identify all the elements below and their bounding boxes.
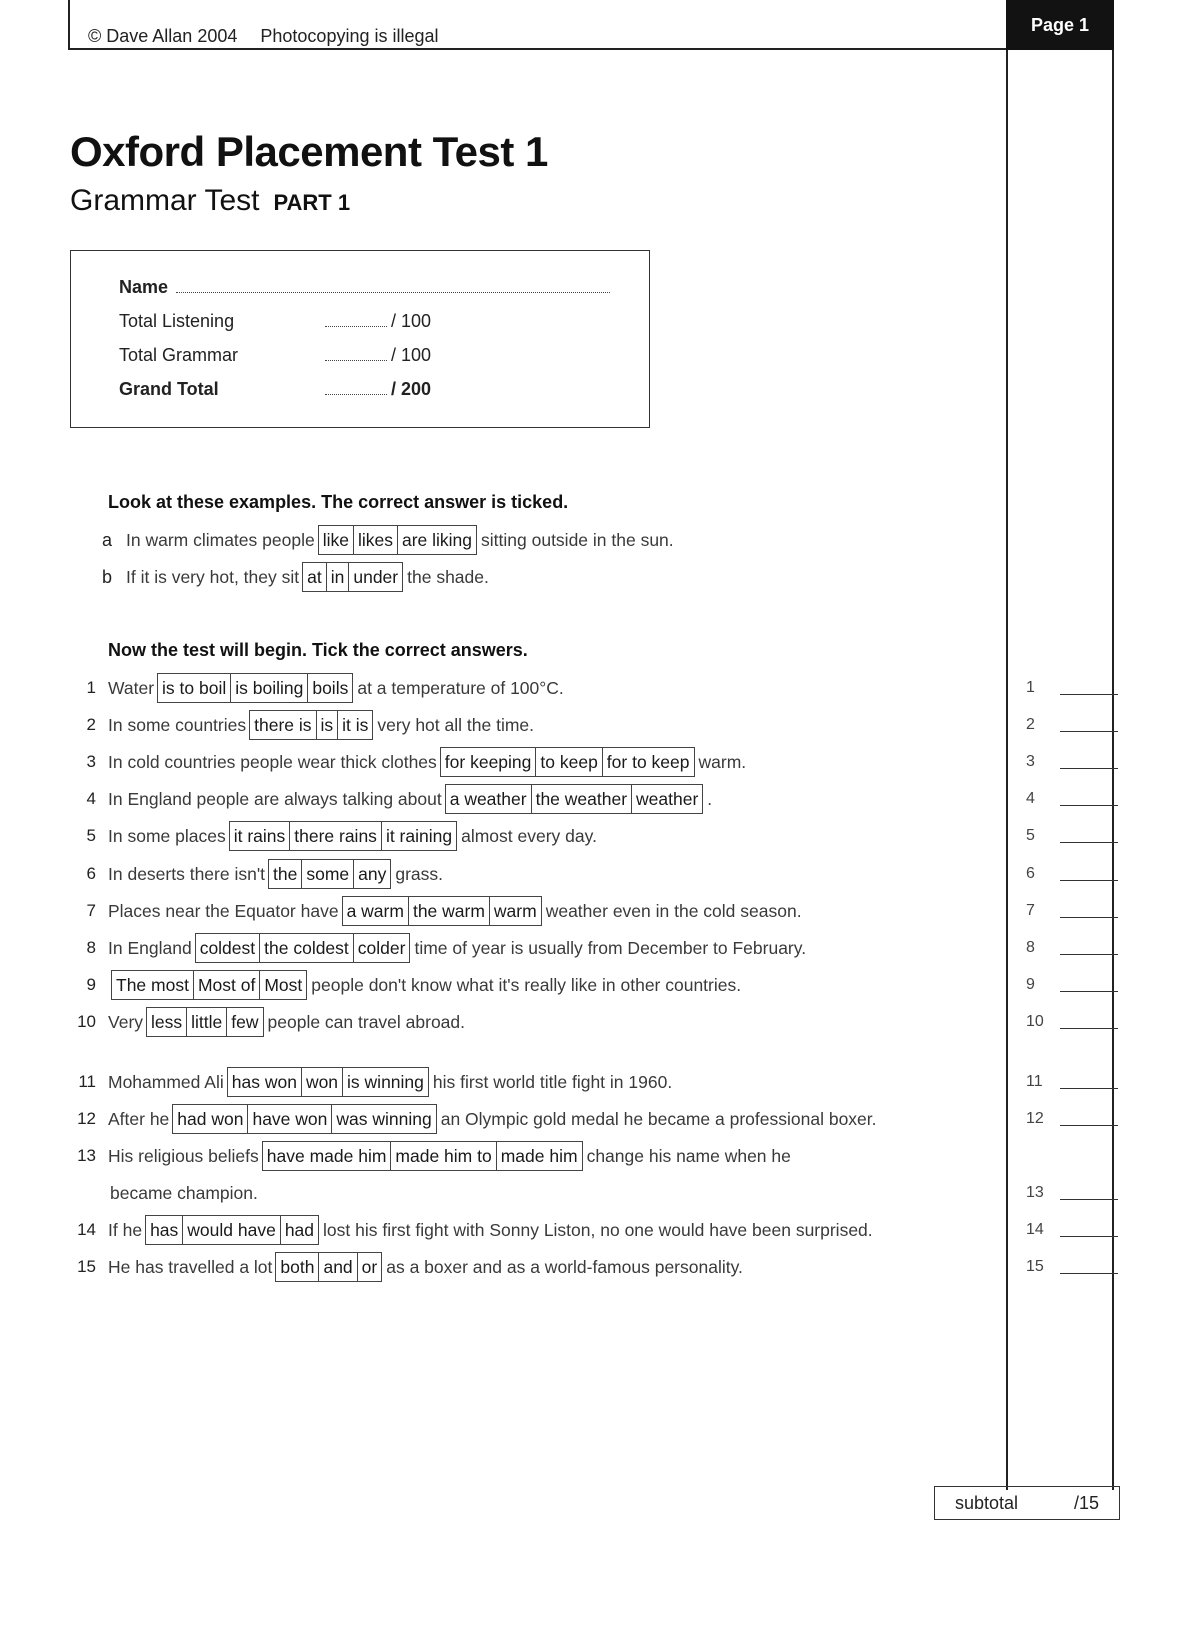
question-text-after: an Olympic gold medal he became a professional boxer. bbox=[440, 1108, 877, 1129]
page-subtitle bbox=[70, 184, 350, 218]
question-number: 10 bbox=[77, 1012, 96, 1031]
option-1[interactable]: for keeping bbox=[441, 748, 537, 776]
option-2[interactable]: is boiling bbox=[231, 674, 308, 702]
option-3[interactable]: had bbox=[284, 1220, 315, 1240]
question-row bbox=[70, 932, 806, 964]
question-row bbox=[70, 1066, 672, 1098]
option-1[interactable]: has won bbox=[228, 1068, 302, 1096]
answer-slot bbox=[1026, 820, 1118, 852]
example-b bbox=[70, 561, 489, 593]
option-group bbox=[145, 1215, 319, 1245]
question-text-before: In some countries bbox=[108, 714, 247, 735]
question-number: 3 bbox=[86, 752, 96, 771]
answer-line[interactable] bbox=[1060, 1224, 1118, 1237]
option-group bbox=[445, 784, 704, 814]
option-1[interactable]: both bbox=[276, 1253, 319, 1281]
option-2[interactable]: there rains bbox=[290, 822, 382, 850]
grammar-label: Total Grammar bbox=[119, 345, 239, 365]
question-text-after: . bbox=[707, 788, 713, 809]
question-row bbox=[70, 1006, 465, 1038]
question-number: 14 bbox=[77, 1220, 96, 1239]
option-3[interactable]: for to keep bbox=[606, 752, 690, 772]
option-3[interactable]: any bbox=[358, 864, 387, 884]
score-box bbox=[70, 250, 650, 428]
answer-line[interactable] bbox=[1060, 682, 1118, 695]
answer-line[interactable] bbox=[1060, 905, 1118, 918]
example-label: a bbox=[101, 529, 112, 550]
answer-number: 13 bbox=[1026, 1184, 1044, 1201]
option-1[interactable]: less bbox=[147, 1008, 187, 1036]
question-text-before: In cold countries people wear thick clothes bbox=[108, 751, 437, 772]
option-1[interactable]: The most bbox=[112, 971, 194, 999]
answer-number: 1 bbox=[1026, 679, 1035, 696]
question-text-before: Water bbox=[108, 677, 155, 698]
option-1[interactable]: have made him bbox=[263, 1142, 392, 1170]
question-text-after: almost every day. bbox=[461, 825, 597, 846]
answer-slot bbox=[1026, 783, 1118, 815]
option-1[interactable]: had won bbox=[173, 1105, 248, 1133]
option-group bbox=[111, 970, 307, 1000]
question-text-after: time of year is usually from December to February. bbox=[414, 937, 807, 958]
question-text-before: After he bbox=[108, 1108, 170, 1129]
notice-text: Photocopying is illegal bbox=[260, 26, 439, 46]
grand-total-label: Grand Total bbox=[119, 379, 219, 399]
option-1[interactable]: at bbox=[303, 563, 327, 591]
option-3[interactable]: was winning bbox=[336, 1109, 432, 1129]
subtitle-text: Grammar Test bbox=[70, 184, 260, 217]
grammar-row bbox=[119, 345, 431, 366]
question-text-before: Mohammed Ali bbox=[108, 1071, 224, 1092]
question-number: 7 bbox=[86, 901, 96, 920]
option-group bbox=[302, 562, 403, 592]
answer-slot bbox=[1026, 969, 1118, 1001]
option-group bbox=[342, 896, 542, 926]
option-1[interactable]: a weather bbox=[446, 785, 532, 813]
answer-slot bbox=[1026, 895, 1118, 927]
option-3[interactable]: is winning bbox=[347, 1072, 424, 1092]
option-3[interactable]: boils bbox=[312, 678, 349, 698]
question-row bbox=[70, 709, 534, 741]
answer-number: 8 bbox=[1026, 939, 1035, 956]
question-number: 4 bbox=[86, 789, 96, 808]
answer-line[interactable] bbox=[1060, 979, 1118, 992]
question-text-before: If he bbox=[108, 1219, 143, 1240]
question-continuation bbox=[110, 1177, 258, 1209]
answer-slot bbox=[1026, 746, 1118, 778]
question-number: 11 bbox=[78, 1072, 96, 1091]
header-left-edge bbox=[68, 0, 70, 50]
question-row bbox=[70, 783, 712, 815]
grand-total-max: / 200 bbox=[391, 379, 432, 399]
question-text-after: people don't know what it's really like in other countries. bbox=[311, 974, 742, 995]
question-row bbox=[70, 746, 746, 778]
option-group bbox=[146, 1007, 263, 1037]
option-3[interactable]: under bbox=[353, 567, 399, 587]
question-text-before: He has travelled a lot bbox=[108, 1256, 273, 1277]
examples-instruction: Look at these examples. The correct answer is ticked. bbox=[108, 492, 569, 512]
question-text-after: people can travel abroad. bbox=[267, 1011, 466, 1032]
question-number: 12 bbox=[77, 1109, 96, 1128]
option-2[interactable]: little bbox=[187, 1008, 227, 1036]
question-row bbox=[70, 895, 802, 927]
option-2[interactable]: the coldest bbox=[260, 934, 354, 962]
answer-column-left-border bbox=[1006, 50, 1008, 1490]
option-1[interactable]: is to boil bbox=[158, 674, 231, 702]
question-text-after: warm. bbox=[698, 751, 747, 772]
question-number: 9 bbox=[86, 975, 96, 994]
option-2[interactable]: the warm bbox=[409, 897, 490, 925]
option-group bbox=[157, 673, 353, 703]
option-1[interactable]: has bbox=[146, 1216, 183, 1244]
question-text-before: Very bbox=[108, 1011, 144, 1032]
test-instruction: Now the test will begin. Tick the correct answers. bbox=[108, 640, 528, 660]
question-row bbox=[70, 1214, 873, 1246]
page-number-tab: Page 1 bbox=[1006, 0, 1114, 50]
subtotal-box bbox=[934, 1486, 1120, 1520]
question-text-after: very hot all the time. bbox=[377, 714, 535, 735]
option-group bbox=[172, 1104, 436, 1134]
question-text-after: sitting outside in the sun. bbox=[481, 529, 674, 550]
question-number: 1 bbox=[86, 678, 96, 697]
option-2[interactable]: is bbox=[317, 711, 339, 739]
option-group bbox=[440, 747, 695, 777]
option-group bbox=[262, 1141, 583, 1171]
grand-total-field[interactable] bbox=[325, 394, 387, 395]
subtotal-max: /15 bbox=[1073, 1492, 1099, 1513]
answer-number: 12 bbox=[1026, 1110, 1044, 1127]
option-1[interactable]: like bbox=[319, 526, 354, 554]
question-text-before: In deserts there isn't bbox=[108, 863, 266, 884]
option-1[interactable]: it rains bbox=[230, 822, 291, 850]
question-row bbox=[70, 672, 564, 704]
listening-label: Total Listening bbox=[119, 311, 235, 331]
question-text-after: grass. bbox=[395, 863, 444, 884]
example-label: b bbox=[101, 566, 112, 587]
question-number: 8 bbox=[86, 938, 96, 957]
option-1[interactable]: a warm bbox=[343, 897, 409, 925]
option-1[interactable]: there is bbox=[250, 711, 316, 739]
grammar-max: / 100 bbox=[391, 345, 432, 365]
question-text-after: the shade. bbox=[407, 566, 489, 587]
option-2[interactable]: won bbox=[302, 1068, 343, 1096]
option-group bbox=[275, 1252, 382, 1282]
option-2[interactable]: and bbox=[319, 1253, 357, 1281]
header-rule bbox=[68, 48, 1008, 50]
part-label: PART 1 bbox=[273, 190, 351, 215]
answer-number: 2 bbox=[1026, 716, 1035, 733]
answer-line[interactable] bbox=[1060, 1076, 1118, 1089]
question-text-after: as a boxer and as a world-famous personality. bbox=[386, 1256, 743, 1277]
answer-line[interactable] bbox=[1060, 1016, 1118, 1029]
option-3[interactable]: warm bbox=[493, 901, 537, 921]
name-field[interactable] bbox=[176, 292, 610, 293]
answer-line[interactable] bbox=[1060, 719, 1118, 732]
option-group bbox=[229, 821, 457, 851]
listening-max: / 100 bbox=[391, 311, 432, 331]
question-text-after: lost his first fight with Sonny Liston, no one would have been surprised. bbox=[323, 1219, 873, 1240]
answer-line[interactable] bbox=[1060, 756, 1118, 769]
option-2[interactable]: in bbox=[327, 563, 350, 591]
option-3[interactable]: weather bbox=[636, 789, 699, 809]
answer-number: 5 bbox=[1026, 827, 1035, 844]
question-text-after: change his name when he bbox=[586, 1145, 791, 1166]
question-text-before: If it is very hot, they sit bbox=[126, 566, 300, 587]
answer-slot bbox=[1026, 1103, 1118, 1135]
answer-slot bbox=[1026, 1214, 1118, 1246]
answer-number: 4 bbox=[1026, 790, 1035, 807]
option-1[interactable]: coldest bbox=[196, 934, 260, 962]
answer-slot bbox=[1026, 858, 1118, 890]
option-3[interactable]: it is bbox=[342, 715, 369, 735]
question-text-before: In some places bbox=[108, 825, 226, 846]
name-label: Name bbox=[119, 277, 169, 297]
question-text-after: at a temperature of 100°C. bbox=[357, 677, 564, 698]
answer-line[interactable] bbox=[1060, 868, 1118, 881]
listening-row bbox=[119, 311, 431, 332]
question-row bbox=[70, 1103, 877, 1135]
question-text-before: Places near the Equator have bbox=[108, 900, 339, 921]
option-2[interactable]: would have bbox=[183, 1216, 281, 1244]
answer-line[interactable] bbox=[1060, 1113, 1118, 1126]
option-2[interactable]: likes bbox=[354, 526, 398, 554]
question-row bbox=[70, 1140, 791, 1172]
page-header bbox=[88, 26, 457, 47]
option-2[interactable]: have won bbox=[248, 1105, 332, 1133]
question-text-continuation: became champion. bbox=[110, 1182, 258, 1203]
grand-total-row bbox=[119, 379, 431, 400]
answer-number: 10 bbox=[1026, 1013, 1044, 1030]
answer-number: 6 bbox=[1026, 865, 1035, 882]
question-row bbox=[70, 858, 443, 890]
option-3[interactable]: made him bbox=[500, 1146, 578, 1166]
question-text-before: In warm climates people bbox=[126, 529, 315, 550]
question-text-after: weather even in the cold season. bbox=[545, 900, 802, 921]
option-2[interactable]: some bbox=[302, 860, 354, 888]
option-3[interactable]: few bbox=[231, 1012, 259, 1032]
answer-line[interactable] bbox=[1060, 1187, 1118, 1200]
answer-slot bbox=[1026, 932, 1118, 964]
option-group bbox=[268, 859, 391, 889]
option-3[interactable]: or bbox=[361, 1257, 378, 1277]
question-number: 15 bbox=[77, 1257, 96, 1276]
question-text-after: his first world title fight in 1960. bbox=[432, 1071, 673, 1092]
option-3[interactable]: it raining bbox=[385, 826, 453, 846]
option-2[interactable]: the weather bbox=[532, 785, 632, 813]
answer-number: 9 bbox=[1026, 976, 1035, 993]
answer-slot bbox=[1026, 709, 1118, 741]
question-number: 6 bbox=[86, 864, 96, 883]
answer-number: 14 bbox=[1026, 1221, 1044, 1238]
option-group bbox=[249, 710, 373, 740]
page-title: Oxford Placement Test 1 bbox=[70, 128, 548, 175]
question-row bbox=[70, 820, 597, 852]
question-number: 2 bbox=[86, 715, 96, 734]
question-number: 13 bbox=[77, 1146, 96, 1165]
name-row bbox=[119, 277, 614, 298]
listening-field[interactable] bbox=[325, 326, 387, 327]
copyright-text: © Dave Allan 2004 bbox=[88, 26, 238, 46]
question-row bbox=[70, 1251, 743, 1283]
option-3[interactable]: colder bbox=[357, 938, 406, 958]
question-row bbox=[70, 969, 741, 1001]
answer-slot bbox=[1026, 672, 1118, 704]
option-group bbox=[195, 933, 411, 963]
answer-number: 7 bbox=[1026, 902, 1035, 919]
example-a bbox=[70, 524, 674, 556]
answer-number: 11 bbox=[1026, 1073, 1043, 1090]
answer-number: 3 bbox=[1026, 753, 1035, 770]
answer-slot bbox=[1026, 1066, 1118, 1098]
question-text-before: In England bbox=[108, 937, 192, 958]
option-3[interactable]: Most bbox=[264, 975, 303, 995]
option-3[interactable]: are liking bbox=[401, 530, 473, 550]
answer-slot bbox=[1026, 1177, 1118, 1209]
grammar-field[interactable] bbox=[325, 360, 387, 361]
option-2[interactable]: to keep bbox=[536, 748, 602, 776]
answer-slot bbox=[1026, 1006, 1118, 1038]
option-2[interactable]: Most of bbox=[194, 971, 260, 999]
answer-number: 15 bbox=[1026, 1258, 1044, 1275]
answer-line[interactable] bbox=[1060, 942, 1118, 955]
option-group bbox=[318, 525, 477, 555]
question-text-before: His religious beliefs bbox=[108, 1145, 259, 1166]
answer-line[interactable] bbox=[1060, 830, 1118, 843]
subtotal-label: subtotal bbox=[955, 1492, 1019, 1513]
answer-line[interactable] bbox=[1060, 793, 1118, 806]
question-number: 5 bbox=[86, 826, 96, 845]
option-2[interactable]: made him to bbox=[391, 1142, 496, 1170]
question-text-before: In England people are always talking about bbox=[108, 788, 442, 809]
option-1[interactable]: the bbox=[269, 860, 302, 888]
answer-slot bbox=[1026, 1251, 1118, 1283]
answer-line[interactable] bbox=[1060, 1261, 1118, 1274]
option-group bbox=[227, 1067, 429, 1097]
